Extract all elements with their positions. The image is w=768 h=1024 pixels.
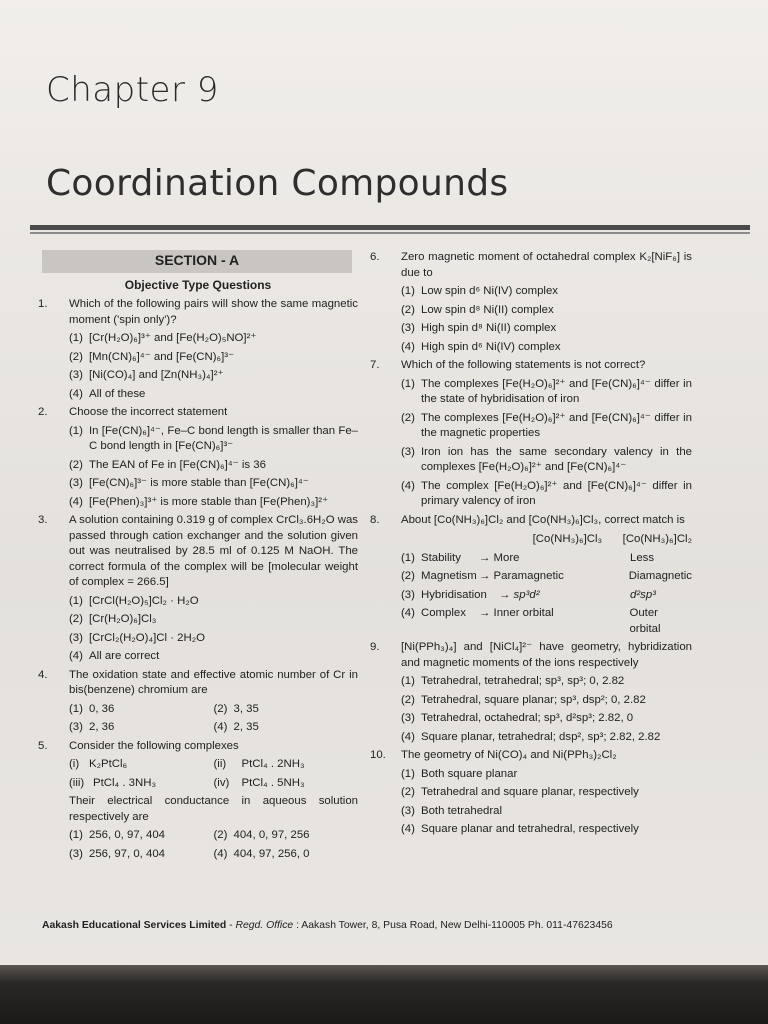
row-value-b: Less: [630, 551, 655, 564]
option-text: [Fe(Phen)₃]³⁺ is more stable than [Fe(Phen)₃]²⁺: [89, 495, 329, 508]
question-number: 1.: [38, 298, 48, 310]
row-number: (3): [401, 588, 415, 601]
question-text: [Ni(PPh₃)₄] and [NiCl₄]²⁻ have geometry, hybridization and magnetic moments of the ions respectively: [401, 641, 692, 669]
option-number: (1): [69, 424, 83, 437]
option-text: In [Fe(CN)₆]⁴⁻, Fe–C bond length is smaller than Fe–C bond length in [Fe(CN)₆]³⁻: [89, 424, 358, 452]
question-number: 6.: [370, 251, 380, 263]
column-header-2: [Co(NH₃)₆]Cl₂: [622, 533, 692, 545]
question-text-2: Their electrical conductance in aqueous solution respectively are: [69, 795, 358, 823]
option-text: High spin d⁸ Ni(II) complex: [421, 322, 557, 334]
option: [214, 847, 359, 863]
item-row: [69, 776, 358, 792]
row-label: Magnetism: [421, 570, 477, 582]
option-number: (3): [69, 369, 83, 381]
option: [401, 303, 692, 319]
option: [401, 411, 692, 442]
option: [69, 331, 358, 347]
option: [69, 847, 214, 863]
option-number: (4): [401, 340, 415, 353]
question-text: Which of the following statements is not correct?: [401, 359, 646, 371]
option-number: (3): [401, 712, 415, 724]
option-text: All are correct: [89, 650, 160, 662]
option-text: Tetrahedral and square planar, respectively: [421, 786, 639, 798]
option-row: [69, 847, 358, 863]
option-text: [Cr(H₂O)₆]³⁺ and [Fe(H₂O)₅NO]²⁺: [89, 332, 257, 344]
match-row: [401, 551, 692, 567]
row-value-b: d²sp³: [630, 588, 656, 601]
option: [401, 785, 692, 801]
option-text: [CrCl(H₂O)₅]Cl₂ · H₂O: [89, 594, 199, 607]
question-4: [38, 668, 358, 699]
option-text: Square planar, tetrahedral; dsp², sp³; 2.82, 2.82: [421, 730, 661, 743]
option-text: [Ni(CO)₄] and [Zn(NH₃)₄]²⁺: [89, 369, 224, 381]
option-text: [Fe(CN)₆]³⁻ is more stable than [Fe(CN)₆]⁴⁻: [89, 477, 309, 489]
question-text: The oxidation state and effective atomic number of Cr in bis(benzene) chromium are: [69, 668, 358, 696]
option-text: [CrCl₂(H₂O)₄]Cl · 2H₂O: [89, 631, 205, 644]
option: [69, 387, 358, 403]
option-number: (2): [69, 613, 83, 625]
question-number: 8.: [370, 513, 380, 526]
row-value-b: Outer orbital: [629, 607, 661, 635]
option-number: (2): [69, 458, 83, 471]
section-banner: SECTION - A: [42, 250, 352, 273]
option-number: (1): [69, 594, 83, 607]
option: [69, 720, 214, 736]
option-text: 2, 36: [89, 721, 115, 733]
option-text: Both square planar: [421, 767, 518, 780]
option-text: The complexes [Fe(H₂O)₆]²⁺ and [Fe(CN)₆]⁴⁻ differ in the magnetic properties: [421, 411, 692, 439]
row-value-a: → Inner orbital: [479, 607, 554, 619]
option: [401, 693, 692, 709]
option: [401, 321, 692, 337]
option-number: (3): [69, 631, 83, 644]
option-number: (4): [401, 730, 415, 743]
row-label: Hybridisation: [421, 588, 487, 601]
option: [69, 495, 358, 511]
question-text: Zero magnetic moment of octahedral complex K₂[NiF₆] is due to: [401, 251, 692, 279]
option: [401, 445, 692, 476]
option-number: (3): [69, 847, 83, 860]
option-text: 404, 0, 97, 256: [233, 829, 310, 841]
option: [214, 828, 359, 844]
item-number: (i): [69, 758, 80, 770]
match-row: [401, 588, 692, 604]
question-7: [370, 358, 692, 374]
option-number: (2): [213, 702, 228, 715]
question-text: Consider the following complexes: [69, 739, 239, 752]
option-text: [Cr(H₂O)₆]Cl₃: [89, 613, 157, 625]
item: [214, 776, 359, 792]
item-number: (iv): [213, 776, 230, 789]
option-row: [69, 720, 358, 736]
match-row: [401, 606, 692, 637]
option-text: Tetrahedral, tetrahedral; sp³, sp³; 0, 2.82: [421, 675, 625, 687]
match-row: [401, 569, 692, 585]
row-number: (2): [401, 570, 415, 582]
item-text: PtCl₄ . 3NH₃: [93, 776, 157, 789]
question-number: 3.: [38, 514, 48, 526]
option: [401, 804, 692, 820]
option: [69, 350, 358, 366]
question-number: 7.: [370, 359, 380, 371]
question-2: [38, 405, 358, 421]
option-number: (1): [69, 829, 83, 841]
question-text: A solution containing 0.319 g of complex CrCl₃.6H₂O was passed through cation exchanger and the solution given out was neutralised by 28.5 ml of 0.125 M NaOH. The correct formula of the complex will be [molecular weight of complex = 266.5]: [69, 514, 358, 588]
option: [69, 476, 358, 492]
option-number: (4): [213, 847, 228, 860]
chapter-label: Chapter 9: [46, 70, 219, 110]
row-value-a: → More: [479, 551, 520, 564]
option-text: 2, 35: [233, 721, 259, 733]
option-text: Tetrahedral, octahedral; sp³, d²sp³; 2.82, 0: [421, 712, 634, 724]
item-number: (ii): [213, 758, 227, 770]
row-label: Complex: [421, 607, 466, 619]
question-number: 9.: [370, 641, 380, 653]
option: [401, 284, 692, 300]
subheading: Objective Type Questions: [124, 277, 272, 292]
question-number: 4.: [38, 668, 48, 681]
option-number: (2): [401, 693, 415, 706]
row-value-a: → Paramagnetic: [479, 570, 564, 582]
option-number: (1): [401, 285, 415, 297]
option-number: (1): [69, 332, 83, 344]
option-text: Tetrahedral, square planar; sp³, dsp²; 0, 2.82: [421, 693, 646, 706]
option-text: The complexes [Fe(H₂O)₆]²⁺ and [Fe(CN)₆]⁴⁻ differ in the state of hybridisation of iron: [421, 377, 692, 405]
question-10: [370, 748, 692, 764]
option: [69, 368, 358, 384]
option-number: (2): [401, 303, 415, 316]
column-header-1: [Co(NH₃)₆]Cl₃: [532, 533, 603, 545]
item-text: K₂PtCl₆: [89, 758, 128, 770]
footer-company: Aakash Educational Services Limited: [42, 920, 227, 931]
option-number: (2): [401, 786, 415, 798]
option-text: Low spin d⁸ Ni(II) complex: [421, 303, 554, 316]
question-number: 2.: [38, 406, 48, 418]
option-number: (3): [401, 322, 415, 334]
row-number: (4): [401, 607, 415, 619]
option-number: (2): [69, 350, 83, 363]
match-table-header: [401, 532, 692, 548]
option: [69, 702, 214, 718]
option: [401, 340, 692, 356]
item-text: PtCl₄ . 5NH₃: [241, 776, 305, 789]
footer-address: : Aakash Tower, 8, Pusa Road, New Delhi-110005 Ph. 011-47623456: [296, 920, 613, 931]
question-5: [38, 739, 358, 755]
option-number: (4): [213, 721, 228, 733]
option-text: All of these: [89, 387, 146, 400]
option-number: (2): [213, 829, 228, 841]
option: [69, 458, 358, 474]
question-3: [38, 513, 358, 591]
item: [69, 757, 214, 773]
option-number: (2): [401, 411, 415, 424]
option-text: High spin d⁶ Ni(IV) complex: [421, 340, 561, 353]
right-column: [370, 250, 692, 838]
option: [69, 631, 358, 647]
option: [401, 767, 692, 783]
title-rule-thin: [30, 232, 750, 234]
question-text: Choose the incorrect statement: [69, 406, 228, 418]
option: [401, 377, 692, 408]
item-text: PtCl₄ . 2NH₃: [241, 758, 305, 770]
title-rule-thick: [30, 225, 750, 230]
question-text: About [Co(NH₃)₆]Cl₂ and [Co(NH₃)₆]Cl₃, correct match is: [401, 513, 685, 526]
option-text: 256, 0, 97, 404: [89, 829, 166, 841]
chapter-title: Coordination Compounds: [46, 163, 509, 204]
page-edge-shadow: [0, 965, 768, 1024]
row-value-b: Diamagnetic: [628, 570, 692, 582]
item: [69, 776, 214, 792]
question-number: 10.: [370, 749, 386, 761]
option: [401, 730, 692, 746]
option-text: 256, 97, 0, 404: [89, 847, 166, 860]
option-text: 3, 35: [233, 702, 259, 715]
option-number: (3): [69, 721, 83, 733]
option-number: (4): [69, 387, 83, 400]
option-number: (1): [401, 377, 415, 390]
option-text: The EAN of Fe in [Fe(CN)₆]⁴⁻ is 36: [89, 458, 266, 471]
option-text: Square planar and tetrahedral, respectively: [421, 823, 639, 835]
question-number: 5.: [38, 739, 48, 752]
option-row: [69, 828, 358, 844]
question-6: [370, 250, 692, 281]
option-number: (3): [401, 445, 415, 458]
question-continuation: [69, 794, 358, 825]
option-number: (1): [401, 767, 415, 780]
option-text: The complex [Fe(H₂O)₆]²⁺ and [Fe(CN)₆]⁴⁻ differ in primary valency of iron: [421, 479, 692, 507]
option-number: (4): [401, 479, 415, 492]
question-9: [370, 640, 692, 671]
option-number: (1): [401, 675, 415, 687]
option: [69, 594, 358, 610]
option: [214, 720, 359, 736]
option: [69, 828, 214, 844]
item: [214, 757, 359, 773]
option-row: [69, 702, 358, 718]
row-value-a: → sp³d²: [499, 588, 540, 601]
item-number: (iii): [69, 776, 85, 789]
option: [401, 822, 692, 838]
question-text: Which of the following pairs will show the same magnetic moment ('spin only')?: [69, 298, 358, 326]
option-number: (3): [69, 477, 83, 489]
option-number: (4): [69, 650, 83, 662]
option-text: [Mn(CN)₆]⁴⁻ and [Fe(CN)₆]³⁻: [89, 350, 235, 363]
option: [401, 711, 692, 727]
option: [401, 674, 692, 690]
option: [69, 612, 358, 628]
option-text: 404, 97, 256, 0: [233, 847, 310, 860]
option-number: (4): [401, 823, 415, 835]
option: [214, 702, 359, 718]
row-label: Stability: [421, 551, 461, 564]
option: [69, 649, 358, 665]
question-text: The geometry of Ni(CO)₄ and Ni(PPh₃)₂Cl₂: [401, 749, 617, 761]
option: [401, 479, 692, 510]
option-number: (4): [69, 495, 83, 508]
footer-office-label: Regd. Office: [235, 920, 294, 931]
option-number: (1): [69, 702, 83, 715]
page-footer: Aakash Educational Services Limited - Regd. Office : Aakash Tower, 8, Pusa Road, New Delhi-110005 Ph. 011-47623456: [42, 920, 613, 931]
option-number: (3): [401, 804, 415, 817]
option-text: Both tetrahedral: [421, 804, 503, 817]
option: [69, 424, 358, 455]
item-row: [69, 757, 358, 773]
left-column: [38, 250, 358, 862]
option-text: Low spin d⁶ Ni(IV) complex: [421, 285, 558, 297]
option-text: 0, 36: [89, 702, 115, 715]
row-number: (1): [401, 551, 415, 564]
question-1: [38, 297, 358, 328]
question-8: [370, 513, 692, 529]
option-text: Iron ion has the same secondary valency in the complexes [Fe(H₂O)₆]²⁺ and [Fe(CN)₆]⁴⁻: [421, 445, 692, 473]
